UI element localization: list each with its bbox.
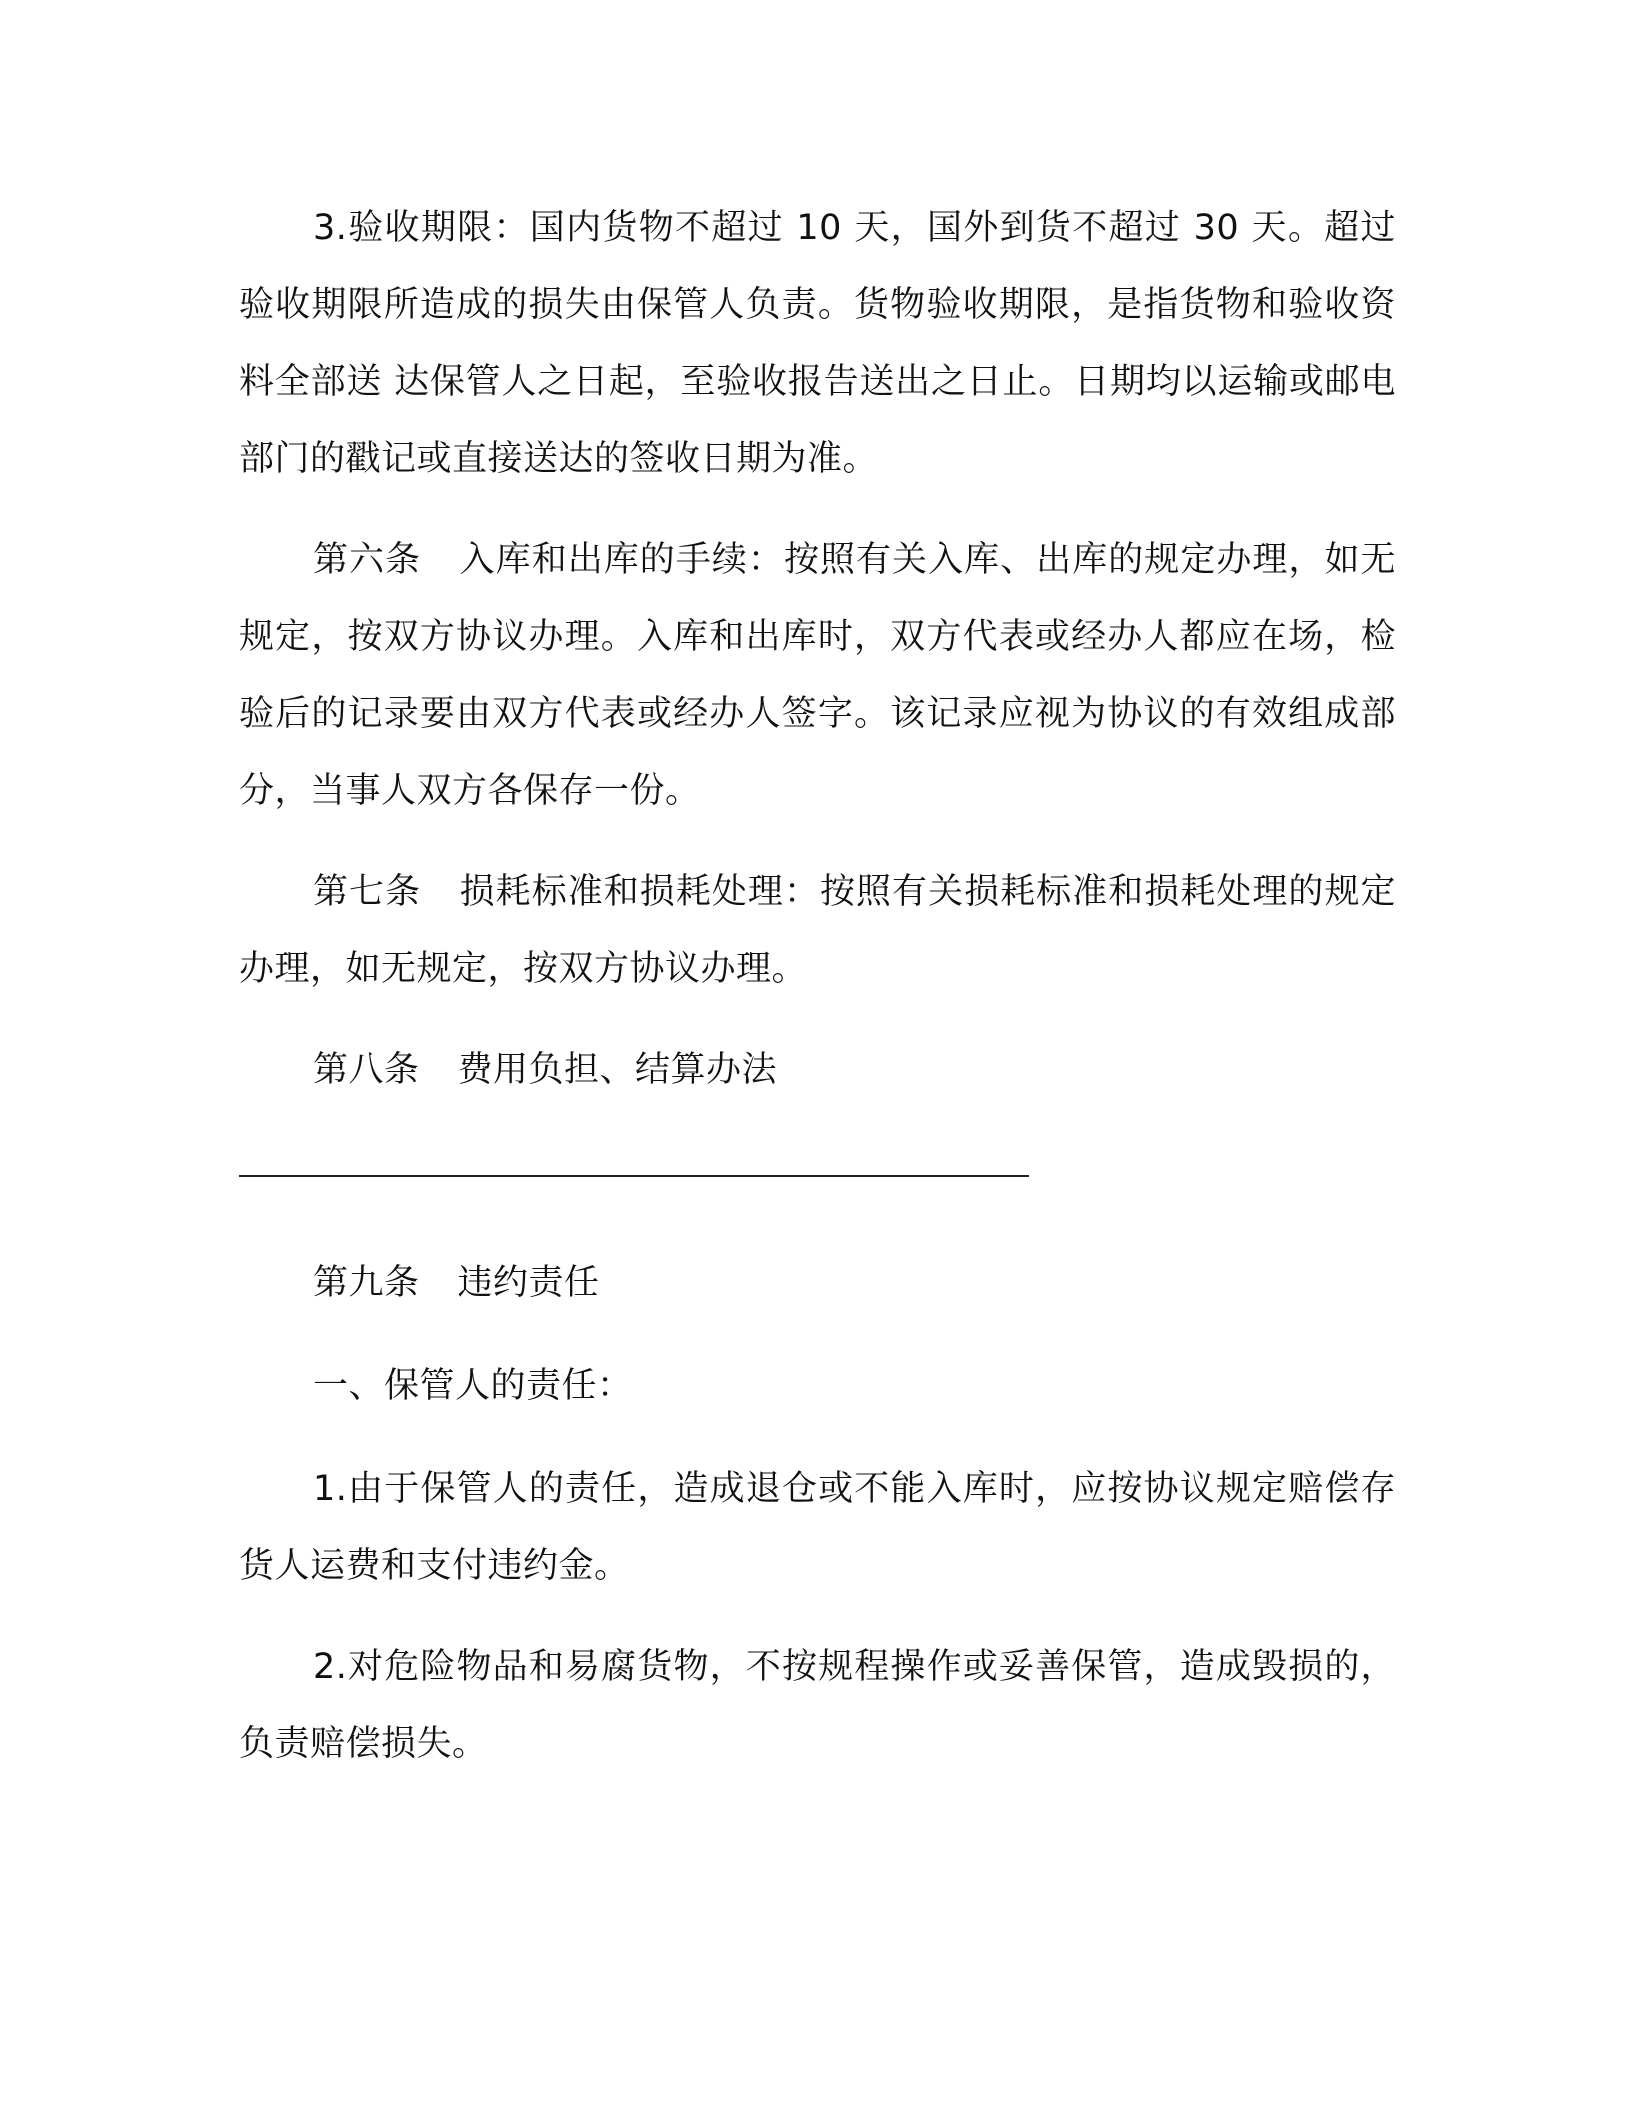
paragraph-acceptance-period: 3.验收期限：国内货物不超过 10 天，国外到货不超过 30 天。超过验收期限所造成的损失由保管人负责。货物验收期限，是指货物和验收资料全部送 达保管人之日起，至验收报告送出之日止。日期均以运输或邮电部门的戳记或直接送达的签收日期为准。 [239, 208, 1396, 479]
article-8 [239, 1032, 1396, 1109]
article-9 [239, 1245, 1396, 1322]
article-9-body: 违约责任 [457, 1263, 600, 1303]
liability-item-2: 2.对危险物品和易腐货物，不按规程操作或妥善保管，造成毁损的，负责赔偿损失。 [239, 1647, 1396, 1764]
article-9-title: 第九条 [313, 1263, 420, 1303]
article-6-title: 第六条 [313, 540, 422, 580]
article-6-body: 入库和出库的手续：按照有关入库、出库的规定办理，如无规定，按双方协议办理。入库和出库时，双方代表或经办人都应在场，检验后的记录要由双方代表或经办人签字。该记录应视为协议的有效组成部分，当事人双方各保存一份。 [239, 540, 1396, 811]
section-custodian-liability: 一、保管人的责任： [313, 1366, 633, 1406]
article-7-body: 损耗标准和损耗处理：按照有关损耗标准和损耗处理的规定办理，如无规定，按双方协议办理。 [239, 872, 1396, 989]
article-8-body: 费用负担、结算办法 [457, 1050, 778, 1090]
article-6 [239, 522, 1396, 830]
liability-item-1: 1.由于保管人的责任，造成退仓或不能入库时，应按协议规定赔偿存货人运费和支付违约金。 [239, 1469, 1396, 1586]
article-8-title: 第八条 [313, 1050, 420, 1090]
article-7-title: 第七条 [313, 872, 422, 912]
blank-fill-line [239, 1175, 1029, 1177]
article-7 [239, 854, 1396, 1008]
